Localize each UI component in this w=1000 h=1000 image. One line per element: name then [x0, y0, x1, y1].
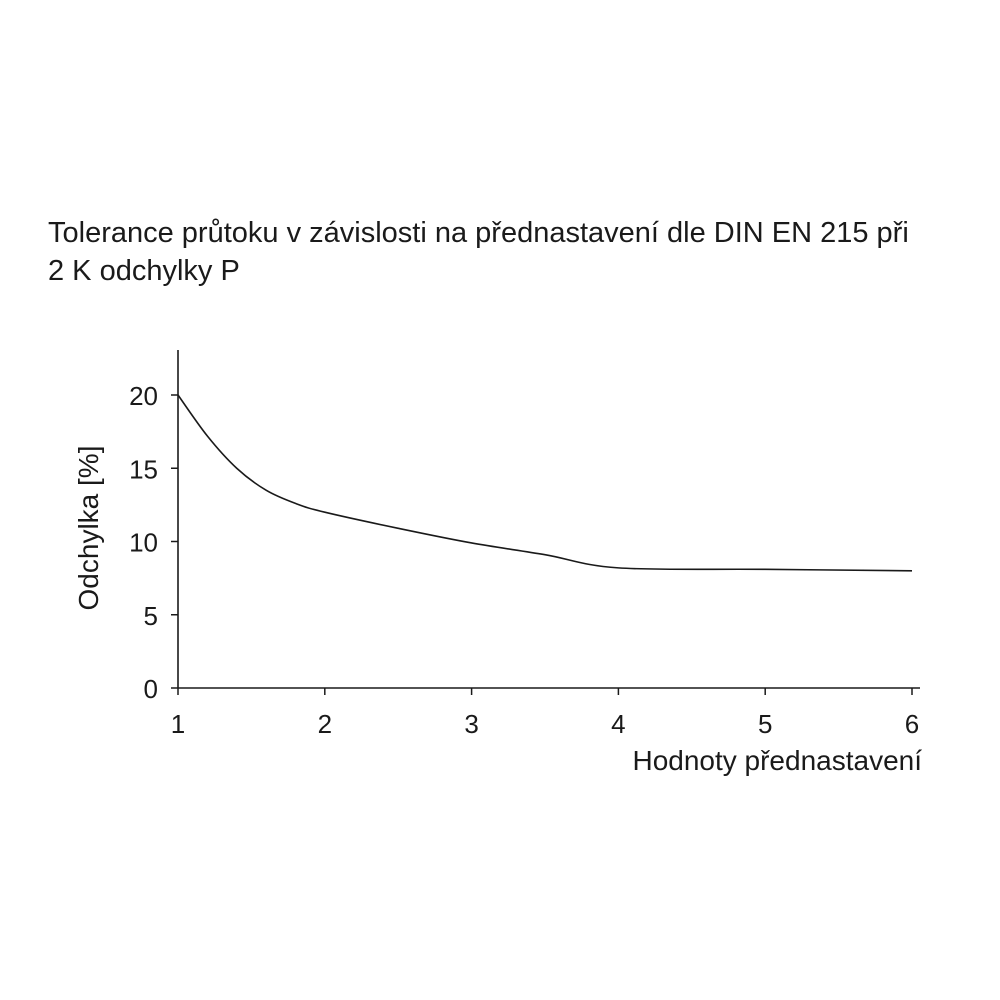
x-tick-label: 6: [904, 709, 920, 739]
chart-title-line-1: Tolerance průtoku v závislosti na přednastavení dle DIN EN 215 při: [48, 217, 909, 249]
series-line-1: [178, 395, 912, 571]
x-axis-label: Hodnoty přednastavení: [632, 745, 922, 776]
y-axis-label: Odchylka [%]: [73, 445, 104, 611]
x-tick-label: 1: [170, 709, 186, 739]
y-tick-label: 10: [129, 527, 158, 558]
y-tick-label: 15: [129, 454, 158, 485]
chart-title-line-2: 2 K odchylky P: [48, 255, 240, 287]
y-tick-label: 0: [143, 674, 158, 704]
x-tick-label: 4: [611, 709, 626, 739]
x-tick-label: 2: [317, 709, 333, 739]
y-tick-label: 5: [143, 600, 158, 631]
y-tick-label: 20: [129, 381, 158, 411]
chart-series: [178, 395, 912, 571]
x-tick-label: 5: [757, 709, 773, 739]
x-tick-label: 3: [464, 709, 479, 739]
chart-axes: [178, 350, 920, 688]
chart-ticks: [129, 381, 919, 739]
